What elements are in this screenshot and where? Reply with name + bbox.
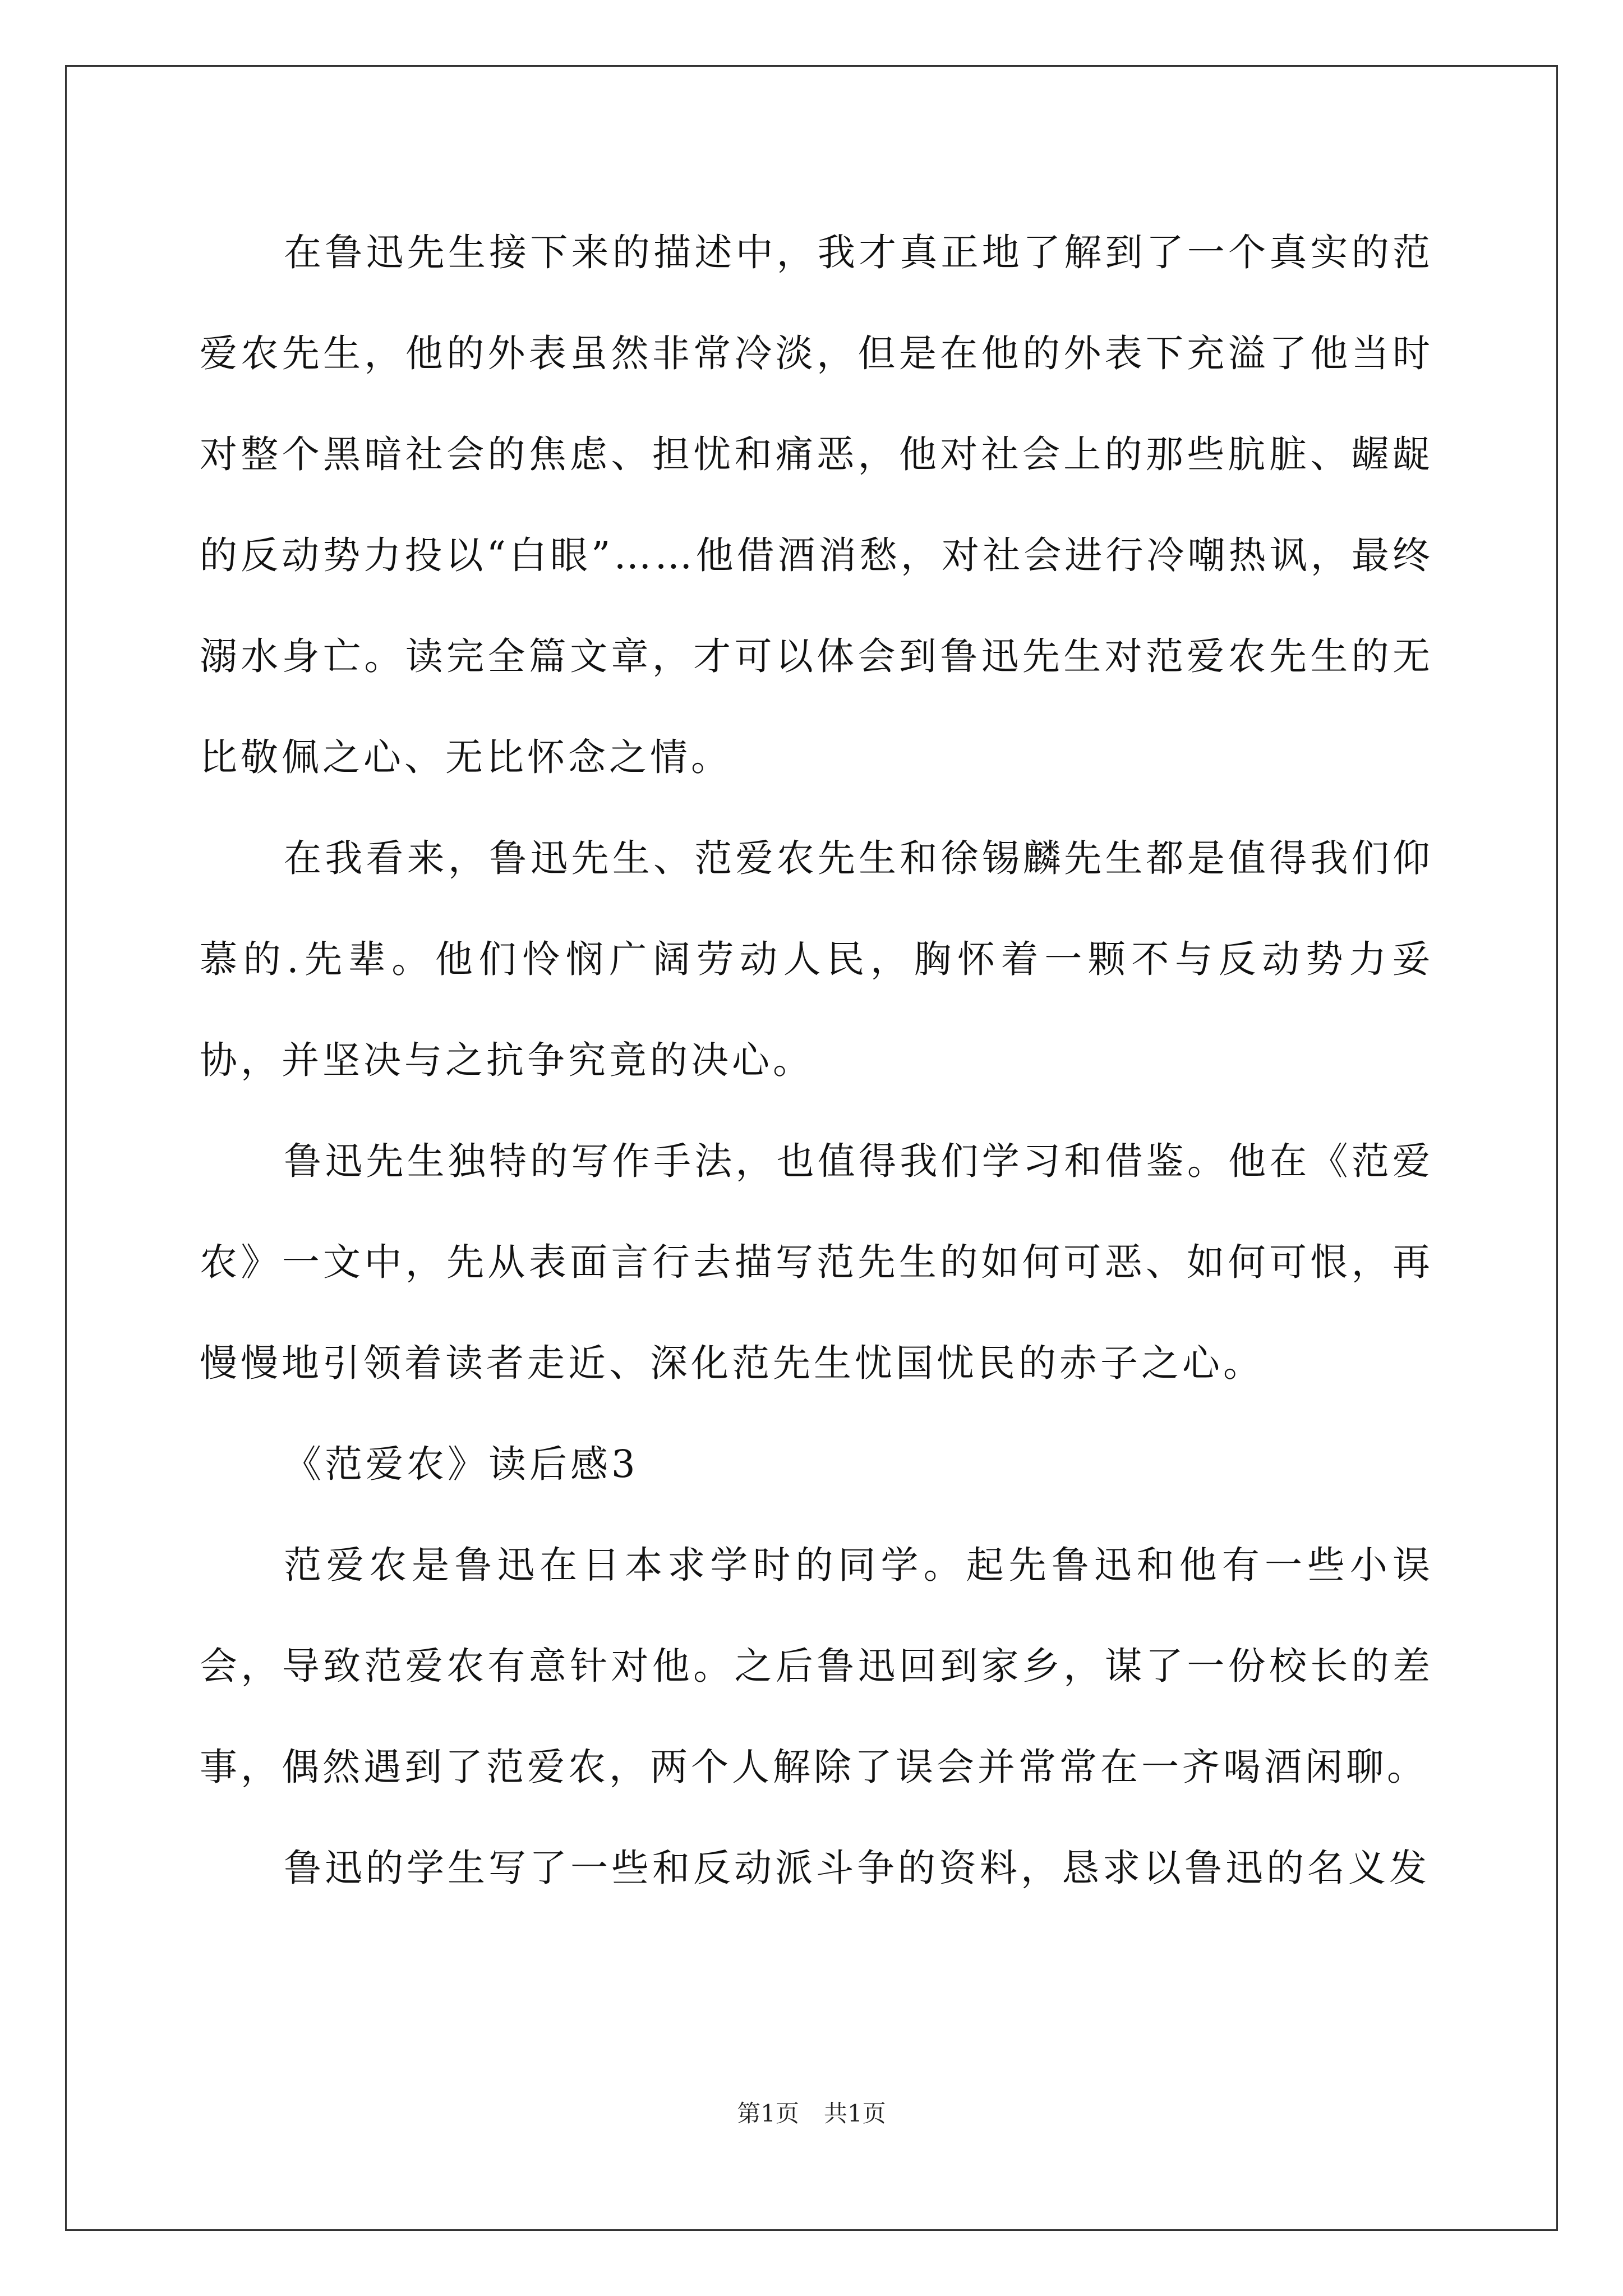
section-heading: 《范爱农》读后感3 xyxy=(284,1442,639,1486)
paragraph: 范爱农是鲁迅在日本求学时的同学。起先鲁迅和他有一些小误会，导致范爱农有意针对他。之后鲁迅回到家乡，谋了一份校长的差事，偶然遇到了范爱农，两个人解除了误会并常常在一齐喝酒闲聊。 xyxy=(200,1543,1433,1789)
paragraph: 在我看来，鲁迅先生、范爱农先生和徐锡麟先生都是值得我们仰慕的.先辈。他们怜悯广阔劳动人民，胸怀着一颗不与反动势力妥协，并坚决与之抗争究竟的决心。 xyxy=(200,836,1433,1082)
page-total: 共1页 xyxy=(824,2100,886,2127)
page-footer xyxy=(0,2097,1623,2131)
paragraph: 鲁迅的学生写了一些和反动派斗争的资料，恳求以鲁迅的名义发 xyxy=(284,1846,1430,1890)
paragraph: 在鲁迅先生接下来的描述中，我才真正地了解到了一个真实的范爱农先生，他的外表虽然非常冷淡，但是在他的外表下充溢了他当时对整个黑暗社会的焦虑、担忧和痛恶，他对社会上的那些肮脏、龌龊的反动势力投以“白眼”……他借酒消愁，对社会进行冷嘲热讽，最终溺水身亡。读完全篇文章，才可以体会到鲁迅先生对范爱农先生的无比敬佩之心、无比怀念之情。 xyxy=(200,231,1433,779)
paragraph: 鲁迅先生独特的写作手法，也值得我们学习和借鉴。他在《范爱农》一文中，先从表面言行去描写范先生的如何可恶、如何可恨，再慢慢地引领着读者走近、深化范先生忧国忧民的赤子之心。 xyxy=(200,1139,1433,1385)
page-number: 第1页 xyxy=(737,2100,799,2127)
document-body xyxy=(200,202,1433,1918)
